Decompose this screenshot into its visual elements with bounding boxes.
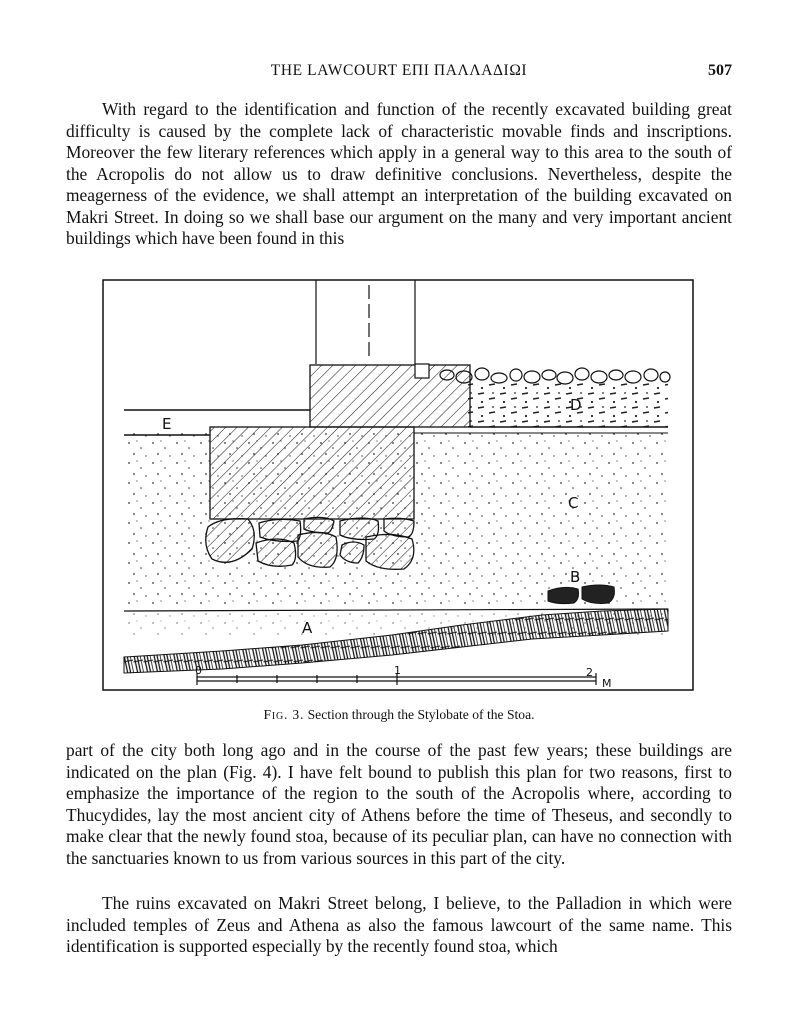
page-number: 507 (708, 62, 732, 79)
section-drawing (102, 279, 694, 691)
caption-text: Section through the Stylobate of the Stoa. (307, 707, 535, 722)
stylobate-upper-block (310, 365, 470, 427)
paragraph-3: The ruins excavated on Makri Street belong, I believe, to the Palladion in which were included temples of Zeus and Athena as also the famous lawcourt of the same name. This identification is supported especially by the recently found stoa, which (66, 893, 732, 956)
scale-tick-2: 2 (586, 666, 593, 679)
label-d: D (570, 396, 582, 414)
paragraph-2: part of the city both long ago and in the course of the past few years; these buildings are indicated on the plan (Fig. 4). I have felt bound to publish this plan for two reasons, first to emphasize the importance of the region to the south of the Acropolis where, according to Thucydides, lay the most ancient city of Athens before the time of Theseus, and secondly to make clear that the newly found stoa, because of its peculiar plan, can have no connection with the sanctuaries known to us from various sources in this part of the city. (66, 740, 732, 868)
figure-section-drawing (102, 279, 694, 691)
label-a: A (302, 619, 313, 637)
layer-d-fill (468, 383, 668, 427)
page-header (66, 62, 732, 86)
foundation-block (210, 427, 414, 519)
layer-ca-boundary (124, 609, 668, 611)
stylobate-notch (415, 364, 429, 378)
label-e: E (162, 415, 172, 433)
label-b: B (570, 568, 581, 586)
figure-caption (66, 707, 732, 723)
scale-unit: M (602, 677, 612, 690)
layer-d-cobbles (440, 368, 670, 384)
running-title: THE LAWCOURT ΕΠΙ ΠΑΛΛΑΔΙΩΙ (270, 62, 528, 79)
caption-label: Fig. 3. (263, 707, 305, 722)
scale-tick-0: 0 (195, 664, 202, 677)
scale-tick-1: 1 (394, 664, 401, 677)
label-c: C (568, 494, 579, 512)
paragraph-1: With regard to the identification and function of the recently excavated building great difficulty is caused by the complete lack of characteristic movable finds and inscriptions. Moreover the few literary references which apply in a general way to this area to the south of the Acropolis do not allow us to draw definitive conclusions. Nevertheless, despite the meagerness of the evidence, we shall attempt an interpretation of the building excavated on Makri Street. In doing so we shall base our argument on the many and very important ancient buildings which have been found in this (66, 99, 732, 248)
